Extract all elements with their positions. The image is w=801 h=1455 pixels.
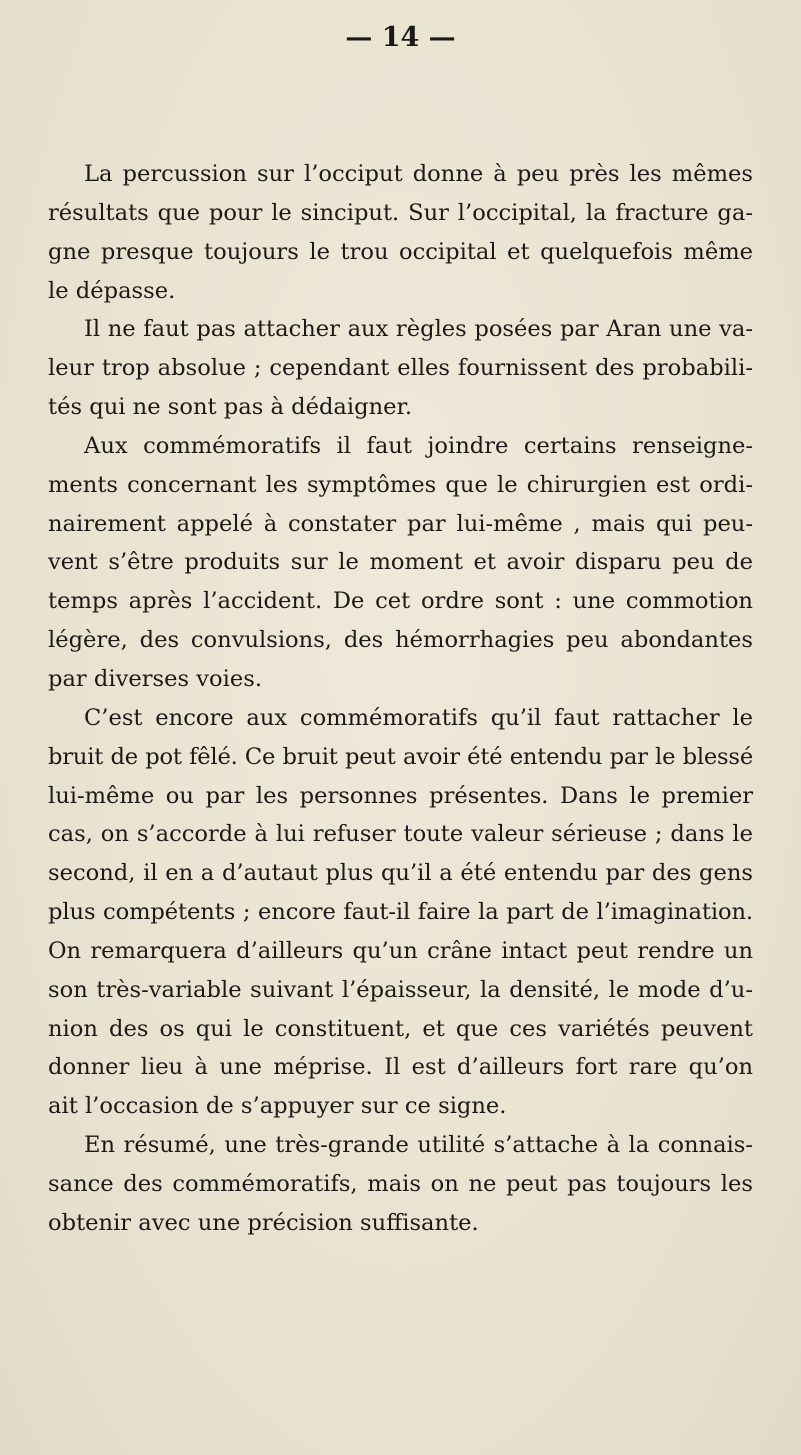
text-line: La percussion sur l’occiput donne à peu près les mêmes bbox=[84, 161, 753, 187]
text-line: obtenir avec une précision suffisante. bbox=[48, 1209, 479, 1236]
text-line: second, il en a d’autaut plus qu’il a été entendu par des gens bbox=[48, 860, 753, 887]
text-line: leur trop absolue ; cependant elles fournissent des probabili- bbox=[48, 355, 753, 382]
text-line: résultats que pour le sinciput. Sur l’occipital, la fracture ga- bbox=[48, 199, 753, 226]
text-line: légère, des convulsions, des hémorrhagies peu abondantes bbox=[48, 627, 753, 654]
text-line: lui-même ou par les personnes présentes. Dans le premier bbox=[48, 782, 753, 809]
text-line: tés qui ne sont pas à dédaigner. bbox=[48, 394, 413, 421]
text-line: sance des commémoratifs, mais on ne peut pas toujours les bbox=[48, 1170, 753, 1197]
text-line: En résumé, une très-grande utilité s’attache à la connais- bbox=[84, 1132, 753, 1159]
text-line: cas, on s’accorde à lui refuser toute valeur sérieuse ; dans le bbox=[48, 821, 753, 848]
text-line: son très-variable suivant l’épaisseur, la densité, le mode d’u- bbox=[48, 976, 753, 1003]
text-line: temps après l’accident. De cet ordre sont : une commotion bbox=[48, 588, 753, 615]
text-line: par diverses voies. bbox=[48, 665, 263, 692]
text-line: Aux commémoratifs il faut joindre certains renseigne- bbox=[84, 432, 753, 459]
text-line: nairement appelé à constater par lui-même , mais qui peu- bbox=[48, 510, 753, 537]
text-line: nion des os qui le constituent, et que ces variétés peuvent bbox=[48, 1015, 753, 1042]
text-line: On remarquera d’ailleurs qu’un crâne intact peut rendre un bbox=[48, 937, 753, 964]
text-line: le dépasse. bbox=[48, 277, 176, 304]
text-line: Il ne faut pas attacher aux règles posées par Aran une va- bbox=[84, 316, 753, 343]
page-number: — 14 — bbox=[345, 22, 456, 53]
body-text bbox=[48, 155, 753, 1243]
text-line: vent s’être produits sur le moment et avoir disparu peu de bbox=[48, 549, 753, 576]
text-line: bruit de pot fêlé. Ce bruit peut avoir été entendu par le blessé bbox=[48, 743, 753, 770]
text-line: C’est encore aux commémoratifs qu’il faut rattacher le bbox=[84, 704, 753, 731]
text-line: ments concernant les symptômes que le chirurgien est ordi- bbox=[48, 471, 753, 498]
text-line: donner lieu à une méprise. Il est d’ailleurs fort rare qu’on bbox=[48, 1054, 753, 1081]
text-line: gne presque toujours le trou occipital et quelquefois même bbox=[48, 238, 753, 265]
text-line: ait l’occasion de s’appuyer sur ce signe. bbox=[48, 1093, 507, 1120]
text-line: plus compétents ; encore faut-il faire la part de l’imagination. bbox=[48, 899, 753, 926]
